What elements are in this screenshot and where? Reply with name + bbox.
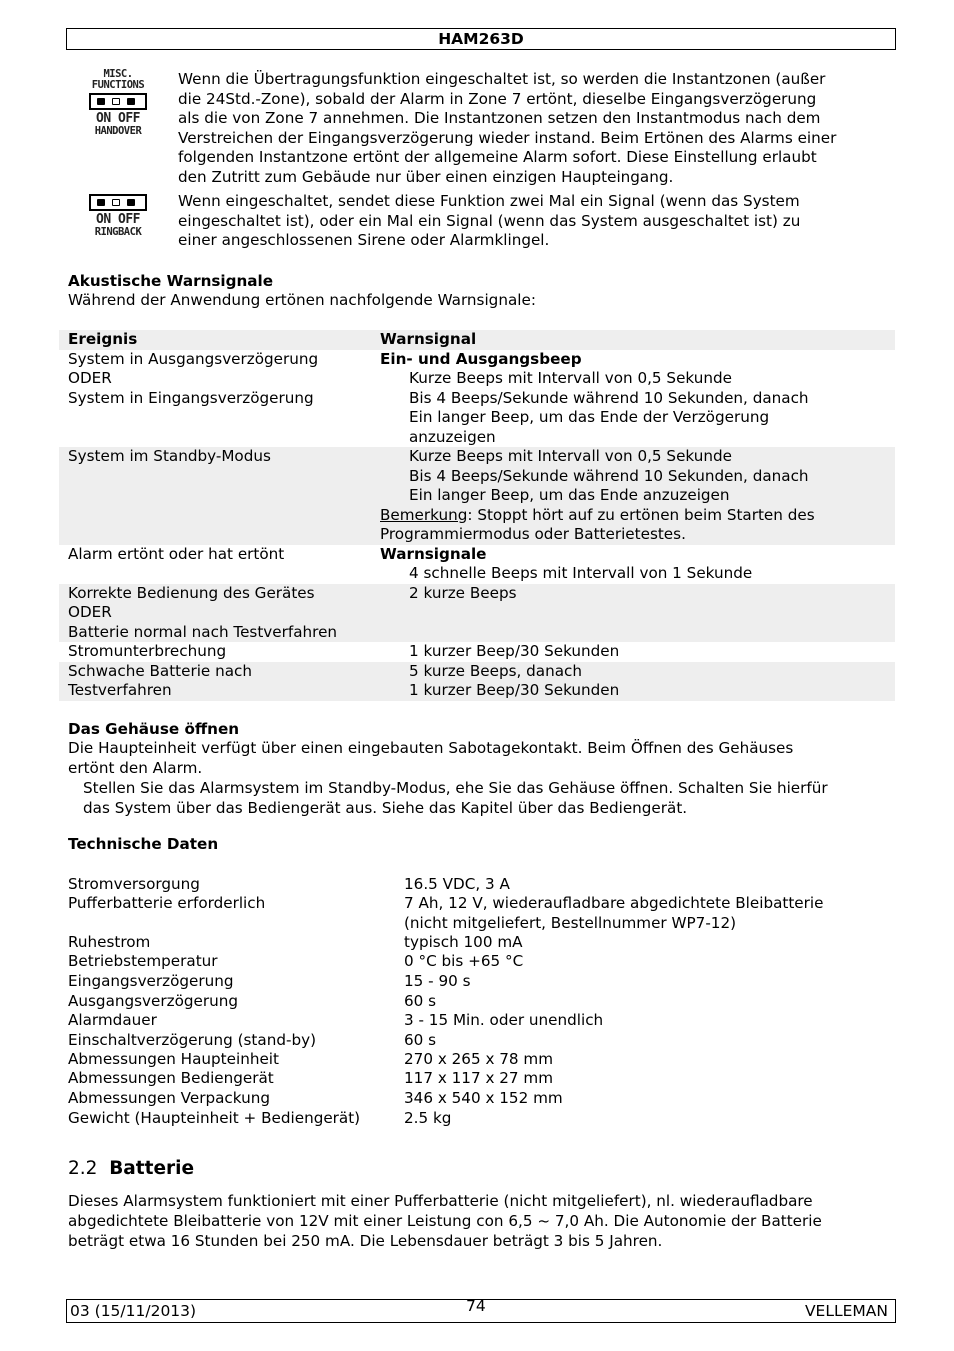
event-text: Stromunterbrechung	[68, 642, 227, 660]
ringback-description	[178, 192, 888, 251]
spec-value: 3 - 15 Min. oder unendlich	[404, 1011, 604, 1029]
spec-value	[404, 894, 874, 933]
text-line: eingeschaltet ist), oder ein Mal ein Signal (wenn das System ausgeschaltet ist) zu	[178, 211, 801, 230]
text-line: folgenden Instantzone ertönt der allgemeine Alarm sofort. Diese Einstellung erlaubt	[178, 148, 817, 166]
dip-switch-graphic	[89, 93, 147, 110]
spec-key: Ruhestrom	[68, 933, 151, 951]
signal-note	[380, 506, 895, 526]
column-header-signal: Warnsignal	[371, 330, 895, 350]
signal-heading: Ein- und Ausgangsbeep	[380, 349, 582, 368]
spec-value: 60 s	[404, 1031, 437, 1049]
housing-text	[68, 739, 898, 778]
model-number: HAM263D	[438, 30, 524, 48]
signal-text: Bis 4 Beeps/Sekunde während 10 Sekunden, danach	[409, 466, 809, 485]
signal-text: 1 kurzer Beep/30 Sekunden	[409, 681, 620, 699]
event-text: Testverfahren	[68, 681, 172, 699]
spec-key: Ausgangsverzögerung	[68, 992, 239, 1010]
section-number: 2.2	[68, 1158, 98, 1179]
signal-text: 2 kurze Beeps	[409, 583, 517, 602]
event-text: System im Standby-Modus	[68, 447, 271, 465]
spec-value-line: (nicht mitgeliefert, Bestellnummer WP7-12)	[404, 913, 737, 932]
icon-label: FUNCTIONS	[91, 79, 145, 91]
text-line: den Zutritt zum Gebäude nur über einen einzigen Haupteingang.	[178, 167, 674, 186]
text-line: Stellen Sie das Alarmsystem im Standby-Modus, ehe Sie das Gehäuse öffnen. Schalten Sie hierfür	[83, 779, 828, 797]
event-text: Alarm ertönt oder hat ertönt	[68, 544, 285, 563]
signal-text: Bis 4 Beeps/Sekunde während 10 Sekunden, danach	[409, 388, 809, 407]
signal-text: 5 kurze Beeps, danach	[409, 661, 583, 680]
battery-text	[68, 1191, 898, 1251]
event-text: Korrekte Bedienung des Gerätes	[68, 583, 315, 602]
acoustic-section-title: Akustische Warnsignale	[68, 272, 274, 290]
spec-key: Einschaltverzögerung (stand-by)	[68, 1031, 316, 1049]
icon-off-label: OFF	[118, 111, 140, 126]
signal-text: Ein langer Beep, um das Ende anzuzeigen	[409, 486, 730, 504]
icon-on-label: ON	[96, 111, 111, 126]
spec-value: 2.5 kg	[404, 1109, 452, 1127]
note-text: : Stoppt hört auf zu ertönen beim Starten des	[467, 505, 815, 524]
footer-version: 03 (15/11/2013)	[70, 1302, 197, 1320]
footer-brand: VELLEMAN	[804, 1302, 888, 1320]
spec-key: Abmessungen Verpackung	[68, 1089, 270, 1107]
event-text: System in Eingangsverzögerung	[68, 388, 314, 407]
spec-value-line: 7 Ah, 12 V, wiederaufladbare abgedichtete Bleibatterie	[404, 894, 824, 912]
text-line: Wenn eingeschaltet, sendet diese Funktion zwei Mal ein Signal (wenn das System	[178, 192, 800, 210]
icon-off-label: OFF	[118, 212, 140, 227]
ringback-switch-icon	[86, 192, 150, 238]
spec-value: 16.5 VDC, 3 A	[404, 875, 510, 893]
housing-instruction	[83, 779, 898, 818]
text-line: als die von Zone 7 annehmen. Die Instantzonen setzen den Instantmodus nach dem	[178, 109, 821, 127]
warning-signals-table	[59, 330, 895, 701]
signal-heading: Warnsignale	[380, 544, 487, 563]
spec-key: Abmessungen Bediengerät	[68, 1069, 274, 1087]
icon-label: MISC.	[103, 68, 133, 80]
handover-switch-icon	[86, 69, 150, 137]
signal-text: 4 schnelle Beeps mit Intervall von 1 Sekunde	[409, 564, 753, 582]
table-row	[59, 545, 895, 584]
document-header	[66, 28, 896, 50]
spec-value: 15 - 90 s	[404, 972, 471, 990]
dip-switch-graphic	[89, 194, 147, 211]
note-text: Programmiermodus oder Batterietestes.	[380, 525, 686, 543]
icon-on-label: ON	[96, 212, 111, 227]
spec-key: Eingangsverzögerung	[68, 972, 234, 990]
text-line: Die Haupteinheit verfügt über einen eingebauten Sabotagekontakt. Beim Öffnen des Gehäuses	[68, 739, 794, 757]
note-label: Bemerkung	[380, 505, 468, 524]
text-line: beträgt etwa 16 Stunden bei 250 mA. Die Lebensdauer beträgt 3 bis 5 Jahren.	[68, 1232, 663, 1250]
event-text: System in Ausgangsverzögerung	[68, 349, 319, 368]
column-header-event: Ereignis	[59, 330, 371, 350]
table-row	[59, 447, 895, 545]
text-line: einer angeschlossenen Sirene oder Alarmklingel.	[178, 231, 550, 249]
tech-section-title: Technische Daten	[68, 835, 219, 853]
text-line: Verstreichen der Eingangsverzögerung wieder instand. Beim Ertönen des Alarms einer	[178, 128, 837, 147]
event-text: ODER	[68, 603, 112, 621]
text-line: ertönt den Alarm.	[68, 758, 203, 777]
text-line: die 24Std.-Zone), sobald der Alarm in Zone 7 ertönt, dieselbe Eingangsverzögerung	[178, 89, 817, 108]
table-row	[59, 584, 895, 643]
spec-key: Gewicht (Haupteinheit + Bediengerät)	[68, 1109, 361, 1127]
icon-label: RINGBACK	[94, 226, 142, 238]
spec-key: Abmessungen Haupteinheit	[68, 1050, 279, 1068]
table-row	[59, 662, 895, 701]
battery-section-heading	[68, 1157, 194, 1181]
event-text: Batterie normal nach Testverfahren	[68, 622, 338, 641]
table-row	[59, 350, 895, 448]
signal-text: Kurze Beeps mit Intervall von 0,5 Sekunde	[409, 447, 732, 465]
icon-label: HANDOVER	[94, 125, 142, 137]
spec-value: 346 x 540 x 152 mm	[404, 1089, 563, 1107]
signal-text: Kurze Beeps mit Intervall von 0,5 Sekunde	[409, 369, 732, 387]
text-line: abgedichtete Bleibatterie von 12V mit einer Leistung con 6,5 ~ 7,0 Ah. Die Autonomie der Batterie	[68, 1212, 822, 1230]
spec-value: 117 x 117 x 27 mm	[404, 1069, 554, 1087]
signal-text: anzuzeigen	[409, 427, 496, 446]
signal-text: Ein langer Beep, um das Ende der Verzögerung	[409, 408, 770, 426]
signal-text: 1 kurzer Beep/30 Sekunden	[409, 642, 620, 660]
spec-key: Alarmdauer	[68, 1011, 157, 1029]
housing-section-title: Das Gehäuse öffnen	[68, 720, 240, 738]
spec-key: Pufferbatterie erforderlich	[68, 894, 266, 912]
page-number: 74	[466, 1297, 486, 1315]
text-line: das System über das Bediengerät aus. Siehe das Kapitel über das Bediengerät.	[83, 798, 688, 817]
event-text: ODER	[68, 369, 112, 387]
spec-value: typisch 100 mA	[404, 933, 523, 951]
acoustic-intro: Während der Anwendung ertönen nachfolgende Warnsignale:	[68, 291, 536, 309]
section-title: Batterie	[109, 1158, 195, 1179]
spec-key: Betriebstemperatur	[68, 952, 218, 970]
spec-value: 270 x 265 x 78 mm	[404, 1050, 554, 1068]
event-text: Schwache Batterie nach	[68, 661, 253, 680]
spec-key: Stromversorgung	[68, 875, 200, 893]
text-line: Dieses Alarmsystem funktioniert mit einer Pufferbatterie (nicht mitgeliefert), nl. wiederaufladbare	[68, 1192, 813, 1210]
handover-description	[178, 70, 888, 187]
text-line: Wenn die Übertragungsfunktion eingeschaltet ist, so werden die Instantzonen (außer	[178, 70, 826, 88]
spec-value: 0 °C bis +65 °C	[404, 952, 524, 970]
table-header-row	[59, 330, 895, 350]
table-row	[59, 642, 895, 662]
spec-value: 60 s	[404, 992, 437, 1010]
